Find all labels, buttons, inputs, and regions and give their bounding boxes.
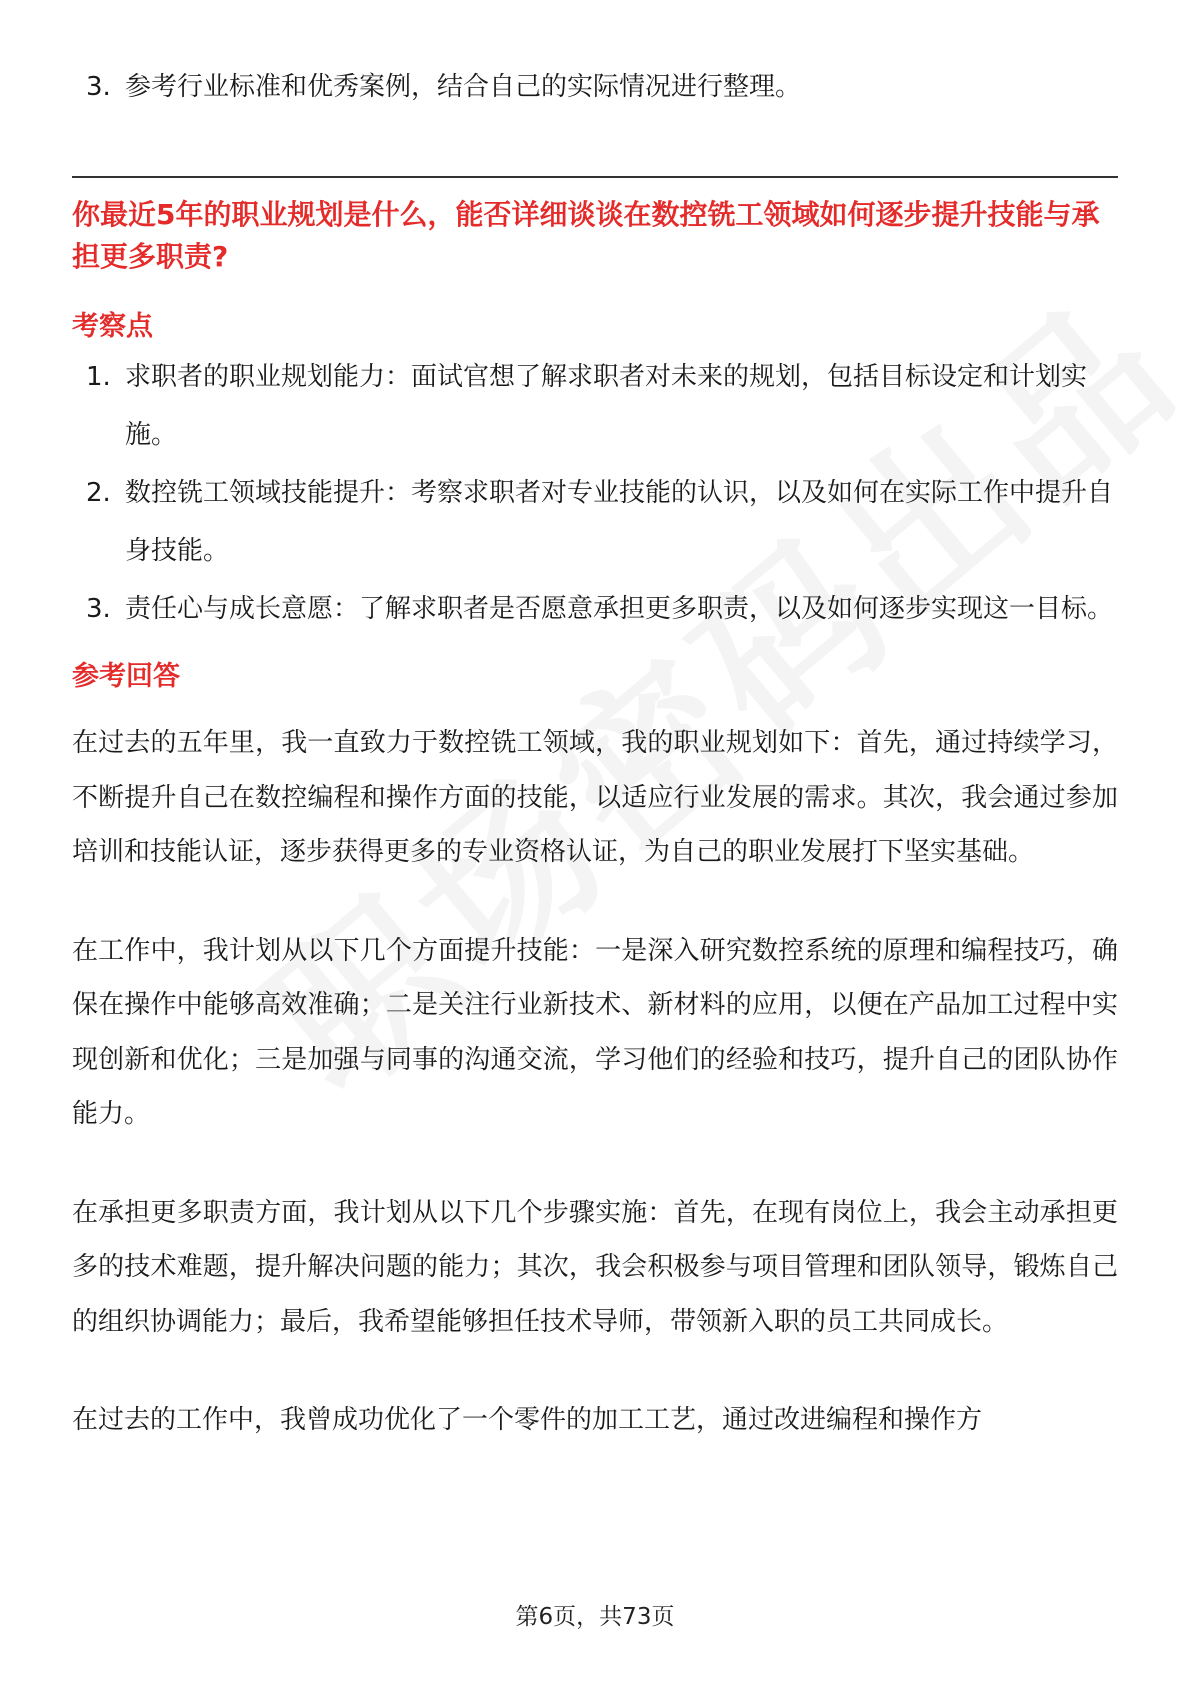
page-footer: 第6页，共73页 xyxy=(515,1604,675,1630)
previous-list xyxy=(72,58,1118,116)
list-item-number: 2. xyxy=(86,478,111,508)
list-item xyxy=(72,464,1118,580)
answer-paragraph: 在过去的工作中，我曾成功优化了一个零件的加工工艺，通过改进编程和操作方 xyxy=(72,1405,983,1435)
list-item-number: 3. xyxy=(86,594,111,624)
list-item-text: 责任心与成长意愿：了解求职者是否愿意承担更多职责，以及如何逐步实现这一目标。 xyxy=(125,594,1114,624)
section-divider xyxy=(72,176,1118,178)
list-item-number: 3. xyxy=(86,72,111,102)
answer-paragraph: 在过去的五年里，我一直致力于数控铣工领域，我的职业规划如下：首先，通过持续学习，不断提升自己在数控编程和操作方面的技能，以适应行业发展的需求。其次，我会通过参加培训和技能认证，逐步获得更多的专业资格认证，为自己的职业发展打下坚实基础。 xyxy=(72,728,1118,867)
points-list xyxy=(72,348,1118,638)
list-item-number: 1. xyxy=(86,362,111,392)
answer-heading: 参考回答 xyxy=(72,661,180,692)
list-item xyxy=(72,58,1118,116)
list-item-text: 参考行业标准和优秀案例，结合自己的实际情况进行整理。 xyxy=(125,72,802,102)
page-content xyxy=(72,58,1118,1448)
list-item-text: 数控铣工领域技能提升：考察求职者对专业技能的认识，以及如何在实际工作中提升自身技能。 xyxy=(125,478,1114,566)
answer-paragraph: 在承担更多职责方面，我计划从以下几个步骤实施：首先，在现有岗位上，我会主动承担更多的技术难题，提升解决问题的能力；其次，我会积极参与项目管理和团队领导，锻炼自己的组织协调能力；最后，我希望能够担任技术导师，带领新入职的员工共同成长。 xyxy=(72,1197,1118,1337)
points-heading: 考察点 xyxy=(72,311,153,342)
list-item xyxy=(72,580,1118,638)
list-item xyxy=(72,348,1118,464)
question-heading: 你最近5年的职业规划是什么，能否详细谈谈在数控铣工领域如何逐步提升技能与承担更多职责? xyxy=(72,198,1100,273)
answer-paragraph: 在工作中，我计划从以下几个方面提升技能：一是深入研究数控系统的原理和编程技巧，确保在操作中能够高效准确；二是关注行业新技术、新材料的应用，以便在产品加工过程中实现创新和优化；三是加强与同事的沟通交流，学习他们的经验和技巧，提升自己的团队协作能力。 xyxy=(72,935,1118,1129)
list-item-text: 求职者的职业规划能力：面试官想了解求职者对未来的规划，包括目标设定和计划实施。 xyxy=(125,362,1088,450)
